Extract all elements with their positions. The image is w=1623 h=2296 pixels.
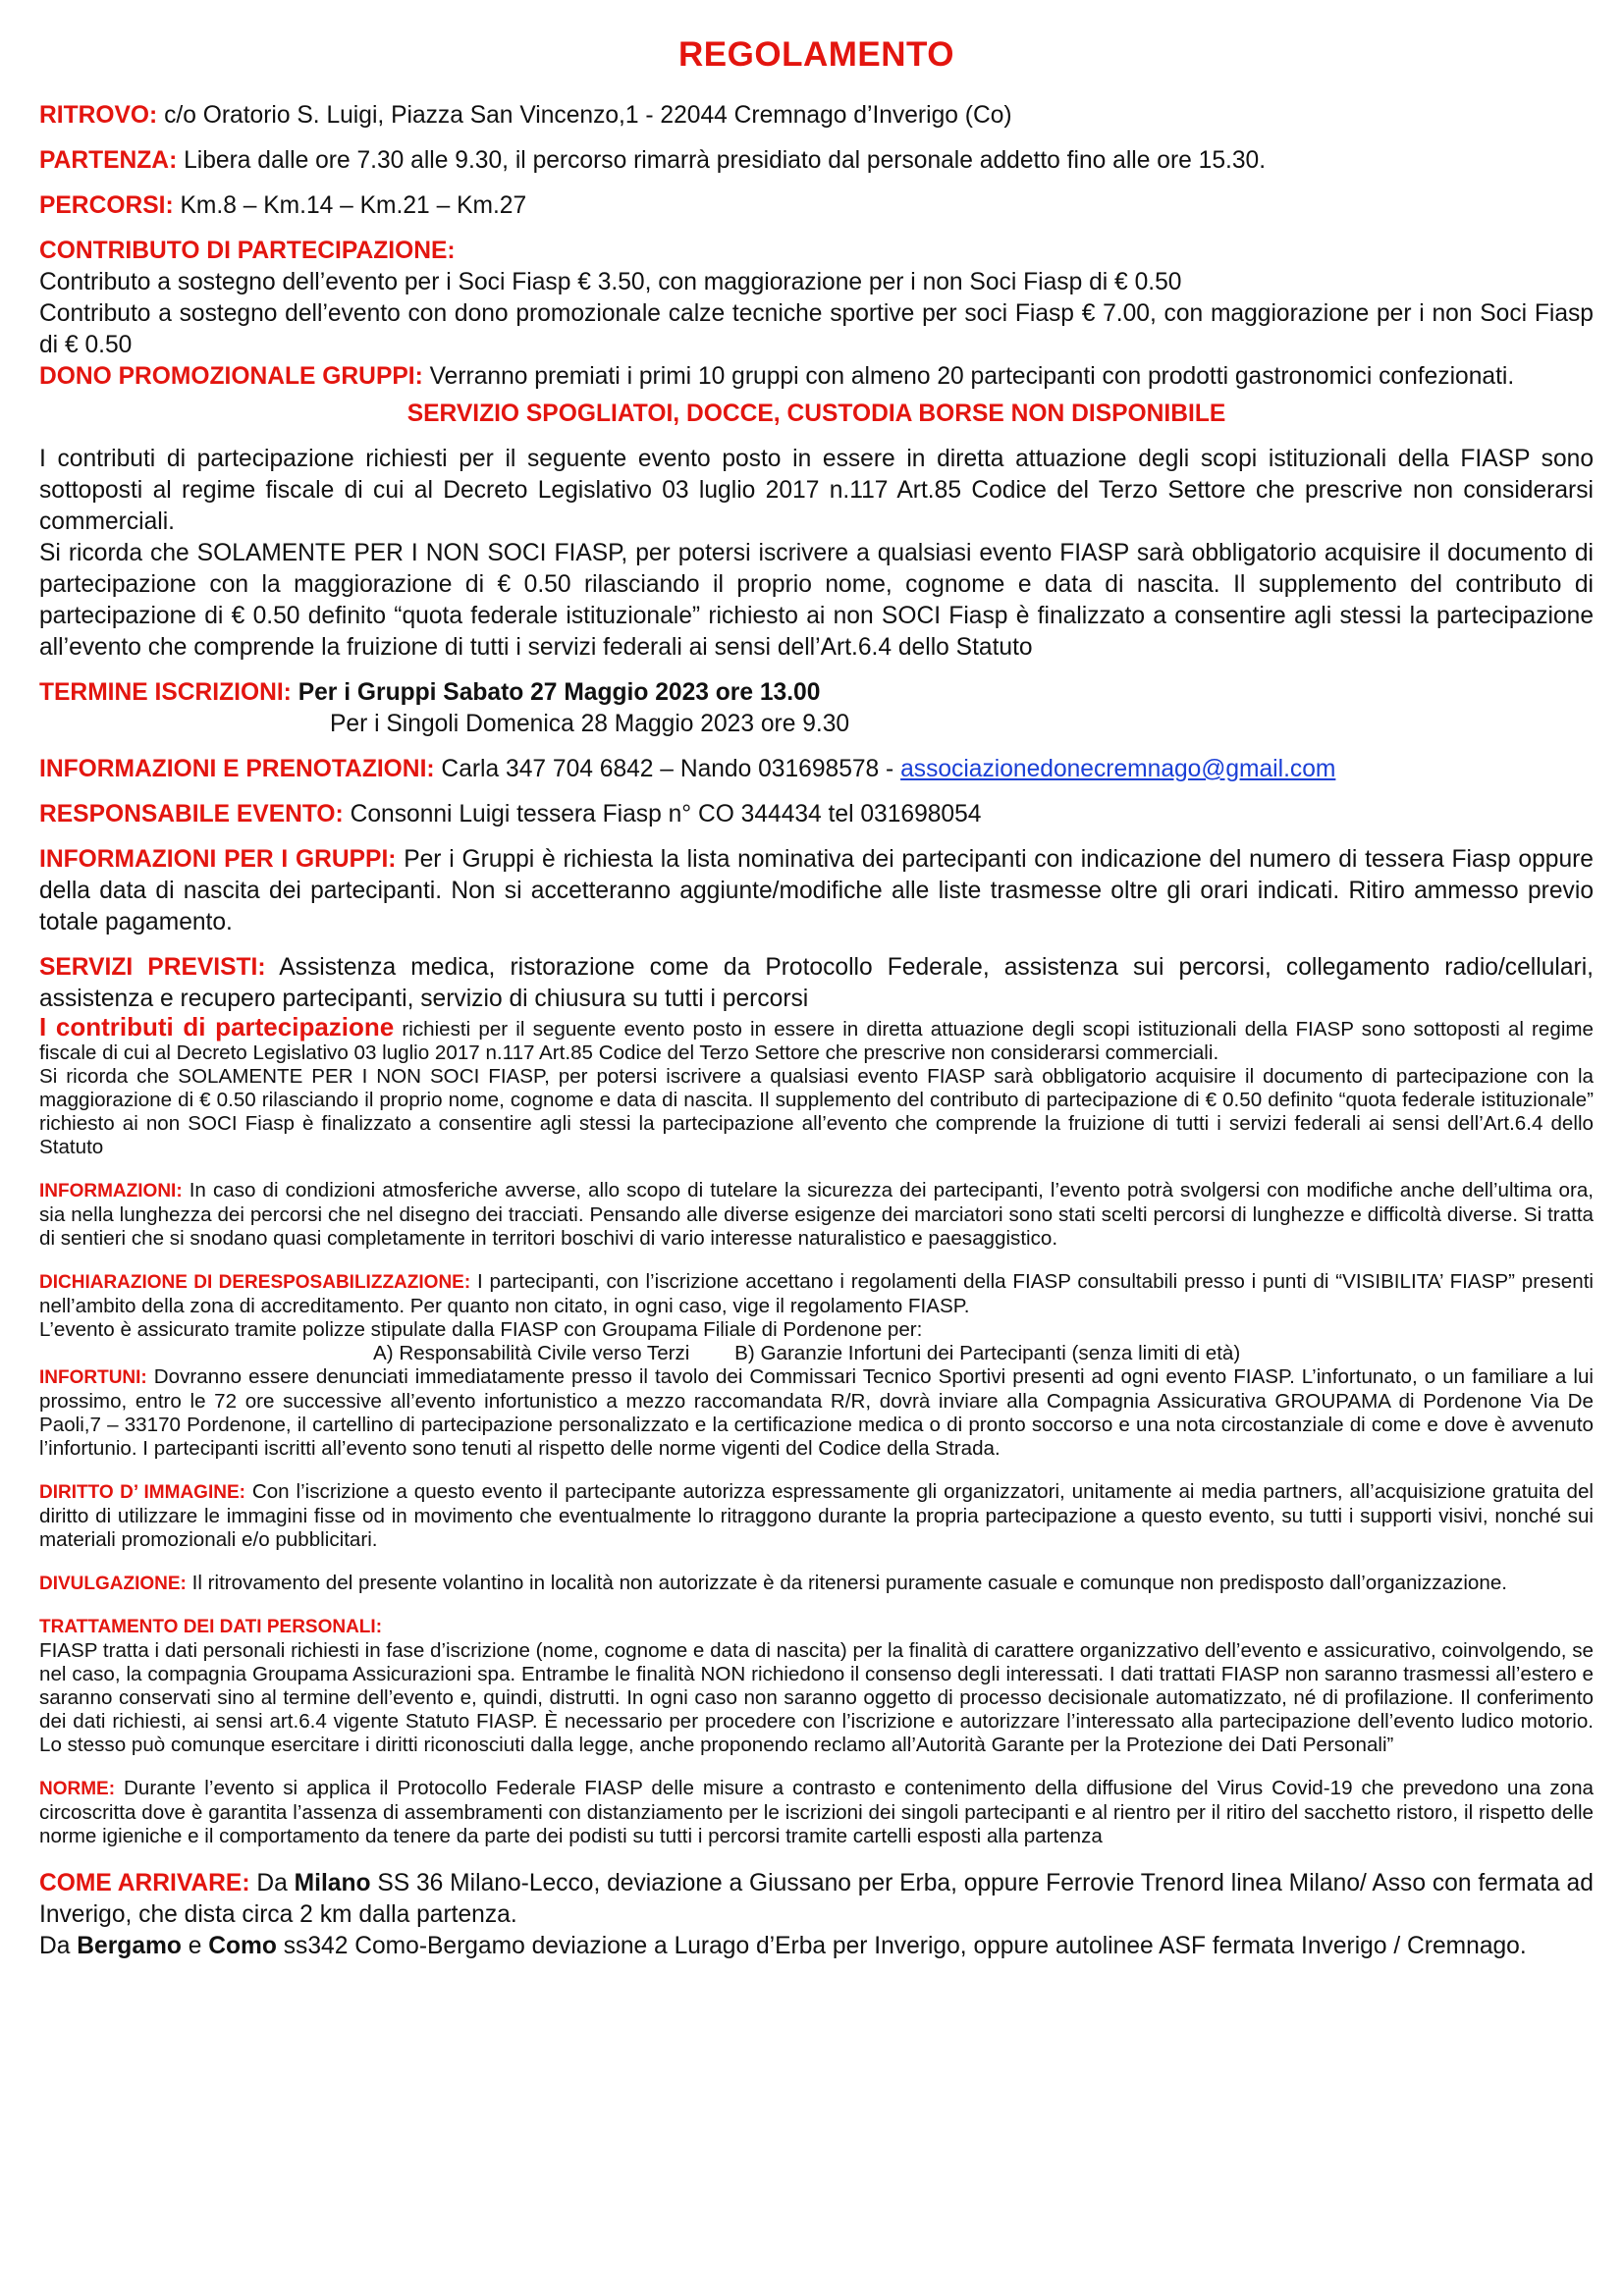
informazioni-prenotazioni-label: INFORMAZIONI E PRENOTAZIONI: — [39, 756, 435, 782]
norme-label: NORME: — [39, 1779, 116, 1799]
page-title: REGOLAMENTO — [678, 35, 954, 74]
diritto-text: Con l’iscrizione a questo evento il partecipante autorizza espressamente gli organizzatori, unitamente ai media partners, all’acquisizione gratuita del diritto di utilizzare le immagini fisse od in movimento che eventualmente lo ritraggono durante la propria partecipazione a questo evento, su tutti i supporti visivi, nonché sui materiali promozionali e/o pubblicitari. — [39, 1480, 1595, 1551]
small-contributi-label: I contributi di partecipazione — [39, 1012, 395, 1041]
info-gruppi-text: Per i Gruppi è richiesta la lista nominativa dei partecipanti con indicazione del numero di tessera Fiasp oppure della data di nascita dei partecipanti. Non si accetteranno aggiunte/modifiche alle liste trasmesse oltre gli orari indicati. Ritiro ammesso previo totale pagamento. — [39, 846, 1594, 935]
dichiarazione-line-2: L’evento è assicurato tramite polizze stipulate dalla FIASP con Groupama Filiale di Pordenone per: — [39, 1318, 923, 1341]
termine-label: TERMINE ISCRIZIONI: — [39, 679, 292, 706]
milano-text: Milano — [294, 1870, 371, 1896]
small-contributi-text: richiesti per il seguente evento posto in essere in diretta attuazione degli scopi istituzionali della FIASP sono sottoposti al regime fiscale di cui al Decreto Legislativo 03 luglio 2017 n.117 Art.85 Codice del Terzo Settore che prescrive non considerarsi commerciali. — [39, 1018, 1595, 1064]
norme-text: Durante l’evento si applica il Protocollo Federale FIASP delle misure a contrasto e contenimento della diffusione del Virus Covid-19 che prevedono una zona circoscritta dove è garantita l’assenza di assembramenti con distanziamento per le iscrizioni dei singoli partecipanti e al rientro per il ritiro del sacchetto ristoro, il rispetto delle norme igieniche e il comportamento da tenere da parte dei podisti su tutti i percorsi tramite cartelli esposti alla partenza — [39, 1777, 1594, 1847]
como-text: Como — [208, 1933, 277, 1959]
come-arrivare-paragraph-1 — [39, 1868, 1594, 1931]
trattamento-section — [39, 1616, 1594, 1757]
responsabile-line — [39, 799, 1594, 830]
termine-singoli: Per i Singoli Domenica 28 Maggio 2023 ore 9.30 — [330, 711, 850, 737]
contributo-line-2: Contributo a sostegno dell’evento con dono promozionale calze tecniche sportive per soci Fiasp € 7.00, con maggiorazione per i non Soci Fiasp di € 0.50 — [39, 300, 1594, 358]
contributi-paragraph: I contributi di partecipazione richiesti per il seguente evento posto in essere in diretta attuazione degli scopi istituzionali della FIASP sono sottoposti al regime fiscale di cui al Decreto Legislativo 03 luglio 2017 n.117 Art.85 Codice del Terzo Settore che prescrive non considerarsi commerciali. — [39, 446, 1594, 535]
informazioni-prenotazioni-text: Carla 347 704 6842 – Nando 031698578 - — [434, 756, 901, 782]
informazioni-text: In caso di condizioni atmosferiche avverse, allo scopo di tutelare la sicurezza dei partecipanti, l’evento potrà svolgersi con modifiche anche dell’ultima ora, sia nella lunghezza dei percorsi che nel disegno dei tracciati. Pensando alle diverse esigenze dei marciatori sono stati scelti percorsi di lunghezze e difficoltà diverse. Si tratta di sentieri che si snodano quasi completamente in territori boschivi di vario interesse naturalistico e paesaggistico. — [39, 1179, 1594, 1250]
termine-gruppi: Per i Gruppi Sabato 27 Maggio 2023 ore 13.00 — [298, 679, 821, 706]
come-arrivare-da: Da — [249, 1870, 295, 1896]
ritrovo-line — [39, 100, 1594, 132]
come-arrivare-e: e — [181, 1933, 209, 1959]
ritrovo-label: RITROVO: — [39, 102, 158, 129]
responsabile-label: RESPONSABILE EVENTO: — [39, 801, 344, 828]
informazioni-label: INFORMAZIONI: — [39, 1181, 183, 1201]
come-arrivare-da-2: Da — [39, 1933, 78, 1959]
norme-paragraph — [39, 1777, 1594, 1848]
contributo-line-1: Contributo a sostegno dell’evento per i Soci Fiasp € 3.50, con maggiorazione per i non Soci Fiasp di € 0.50 — [39, 269, 1182, 295]
small-contributi-paragraph — [39, 1012, 1595, 1065]
percorsi-label: PERCORSI: — [39, 192, 174, 219]
informazioni-paragraph — [39, 1179, 1594, 1251]
percorsi-line — [39, 190, 1594, 222]
infortuni-paragraph — [39, 1365, 1594, 1461]
email-link[interactable]: associazionedonecremnago@gmail.com — [900, 756, 1336, 782]
document-page — [39, 35, 1594, 1962]
dichiarazione-line-3: A) Responsabilità Civile verso Terzi B) Garanzie Infortuni dei Partecipanti (senza limiti di età) — [373, 1342, 1241, 1364]
servizi-text: Assistenza medica, ristorazione come da Protocollo Federale, assistenza sui percorsi, collegamento radio/cellulari, assistenza e recupero partecipanti, servizio di chiusura su tutti i percorsi — [39, 954, 1595, 1012]
partenza-text: Libera dalle ore 7.30 alle 9.30, il percorso rimarrà presidiato dal personale addetto fino alle ore 15.30. — [177, 147, 1267, 174]
come-arrivare-section — [39, 1868, 1594, 1962]
info-gruppi-paragraph — [39, 844, 1594, 938]
servizi-paragraph — [39, 952, 1594, 1015]
divulgazione-paragraph — [39, 1572, 1594, 1596]
dichiarazione-label: DICHIARAZIONE DI DERESPOSABILIZZAZIONE: — [39, 1272, 471, 1293]
come-arrivare-label: COME ARRIVARE: — [39, 1870, 250, 1896]
contributo-label: CONTRIBUTO DI PARTECIPAZIONE: — [39, 238, 456, 264]
dichiarazione-text: I partecipanti, con l’iscrizione accettano i regolamenti della FIASP consultabili presso i punti di “VISIBILITA’ FIASP” presenti nell’ambito della zona di accreditamento. Per quanto non citato, in ogni caso, vige il regolamento FIASP. — [39, 1270, 1594, 1317]
divulgazione-text: Il ritrovamento del presente volantino in località non autorizzate è da ritenersi puramente casuale e comunque non predisposto dall’organizzazione. — [186, 1572, 1508, 1594]
come-arrivare-paragraph-2 — [39, 1931, 1594, 1962]
come-arrivare-bergamo-route: ss342 Como-Bergamo deviazione a Lurago d’Erba per Inverigo, oppure autolinee ASF fermata Inverigo / Cremnago. — [276, 1933, 1527, 1959]
infortuni-label: INFORTUNI: — [39, 1367, 147, 1388]
divulgazione-label: DIVULGAZIONE: — [39, 1574, 187, 1594]
diritto-paragraph — [39, 1480, 1594, 1552]
termine-section — [39, 677, 1594, 740]
informazioni-prenotazioni-line — [39, 754, 1594, 785]
dichiarazione-paragraph — [39, 1270, 1594, 1318]
servizi-label: SERVIZI PREVISTI: — [39, 954, 266, 981]
come-arrivare-milano-route: SS 36 Milano-Lecco, deviazione a Giussano per Erba, oppure Ferrovie Trenord linea Milano/ Asso con fermata ad Inverigo, che dista circa 2 km dalla partenza. — [39, 1870, 1594, 1928]
ritrovo-text: c/o Oratorio S. Luigi, Piazza San Vincenzo,1 - 22044 Cremnago d’Inverigo (Co) — [157, 102, 1012, 129]
dono-line — [39, 361, 1594, 393]
partenza-line — [39, 145, 1594, 177]
servizio-notice: SERVIZIO SPOGLIATOI, DOCCE, CUSTODIA BORSE NON DISPONIBILE — [406, 400, 1226, 427]
infortuni-text: Dovranno essere denunciati immediatamente presso il tavolo dei Commissari Tecnico Sportivi presenti ad ogni evento FIASP. L’infortunato, o un familiare a lui prossimo, entro le 72 ore successive all’evento infortunistico a mezzo raccomandata R/R, dovrà inviare alla Compagnia Assicurativa GROUPAMA di Pordenone Via De Paoli,7 – 33170 Pordenone, il cartellino di partecipazione personalizzato e la certificazione medica o di pronto soccorso e una nota circostanziale di come e dove è avvenuto l’infortunio. I partecipanti iscritti all’evento sono tenuti al rispetto delle norme vigenti del Codice della Strada. — [39, 1365, 1594, 1460]
dono-text: Verranno premiati i primi 10 gruppi con almeno 20 partecipanti con prodotti gastronomici confezionati. — [422, 363, 1515, 390]
termine-line-1 — [39, 677, 1594, 709]
contributo-section — [39, 236, 1594, 361]
trattamento-text: FIASP tratta i dati personali richiesti in fase d’iscrizione (nome, cognome e data di nascita) per la finalità di carattere organizzativo dell’evento e assicurativo, coinvolgendo, se nel caso, la compagnia Groupama Assicurazioni spa. Entrambe le finalità NON richiedono il consenso degli interessati. I dati trattati FIASP non saranno trasmessi all’estero e saranno conservati sino al termine dell’evento e, quindi, distrutti. In ogni caso non saranno oggetto di processo decisionale automatizzato, né di profilazione. Il conferimento dei dati richiesti, ai sensi art.6.4 vigente Statuto FIASP. È necessario per procedere con l’iscrizione e autorizzare l’interessato alla partecipazione dell’evento ludico motorio. Lo stesso può comunque esercitare i diritti riconosciuti dalla legge, anche proponendo reclamo all’Autorità Garante per la Protezione dei Dati Personali” — [39, 1639, 1594, 1756]
small-ricorda-paragraph: Si ricorda che SOLAMENTE PER I NON SOCI FIASP, per potersi iscrivere a qualsiasi evento FIASP sarà obbligatorio acquisire il documento di partecipazione con la maggiorazione di € 0.50 rilasciando il proprio nome, cognome e data di nascita. Il supplemento del contributo di partecipazione di € 0.50 definito “quota federale istituzionale” richiesto ai non SOCI Fiasp è finalizzato a consentire agli stessi la partecipazione all’evento che comprende la fruizione di tutti i servizi federali ai sensi dell’Art.6.4 dello Statuto — [39, 1065, 1594, 1158]
info-gruppi-label: INFORMAZIONI PER I GRUPPI: — [39, 846, 397, 873]
diritto-label: DIRITTO D’ IMMAGINE: — [39, 1482, 245, 1503]
responsabile-text: Consonni Luigi tessera Fiasp n° CO 344434 tel 031698054 — [343, 801, 982, 828]
ricorda-paragraph: Si ricorda che SOLAMENTE PER I NON SOCI FIASP, per potersi iscrivere a qualsiasi evento FIASP sarà obbligatorio acquisire il documento di partecipazione con la maggiorazione di € 0.50 rilasciando il proprio nome, cognome e data di nascita. Il supplemento del contributo di partecipazione di € 0.50 definito “quota federale istituzionale” richiesto ai non SOCI Fiasp è finalizzato a consentire agli stessi la partecipazione all’evento che comprende la fruizione di tutti i servizi federali ai sensi dell’Art.6.4 dello Statuto — [39, 540, 1594, 661]
percorsi-text: Km.8 – Km.14 – Km.21 – Km.27 — [173, 192, 527, 219]
dichiarazione-section — [39, 1270, 1594, 1461]
dono-label: DONO PROMOZIONALE GRUPPI: — [39, 363, 423, 390]
partenza-label: PARTENZA: — [39, 147, 178, 174]
bergamo-text: Bergamo — [77, 1933, 182, 1959]
trattamento-label: TRATTAMENTO DEI DATI PERSONALI: — [39, 1617, 383, 1637]
